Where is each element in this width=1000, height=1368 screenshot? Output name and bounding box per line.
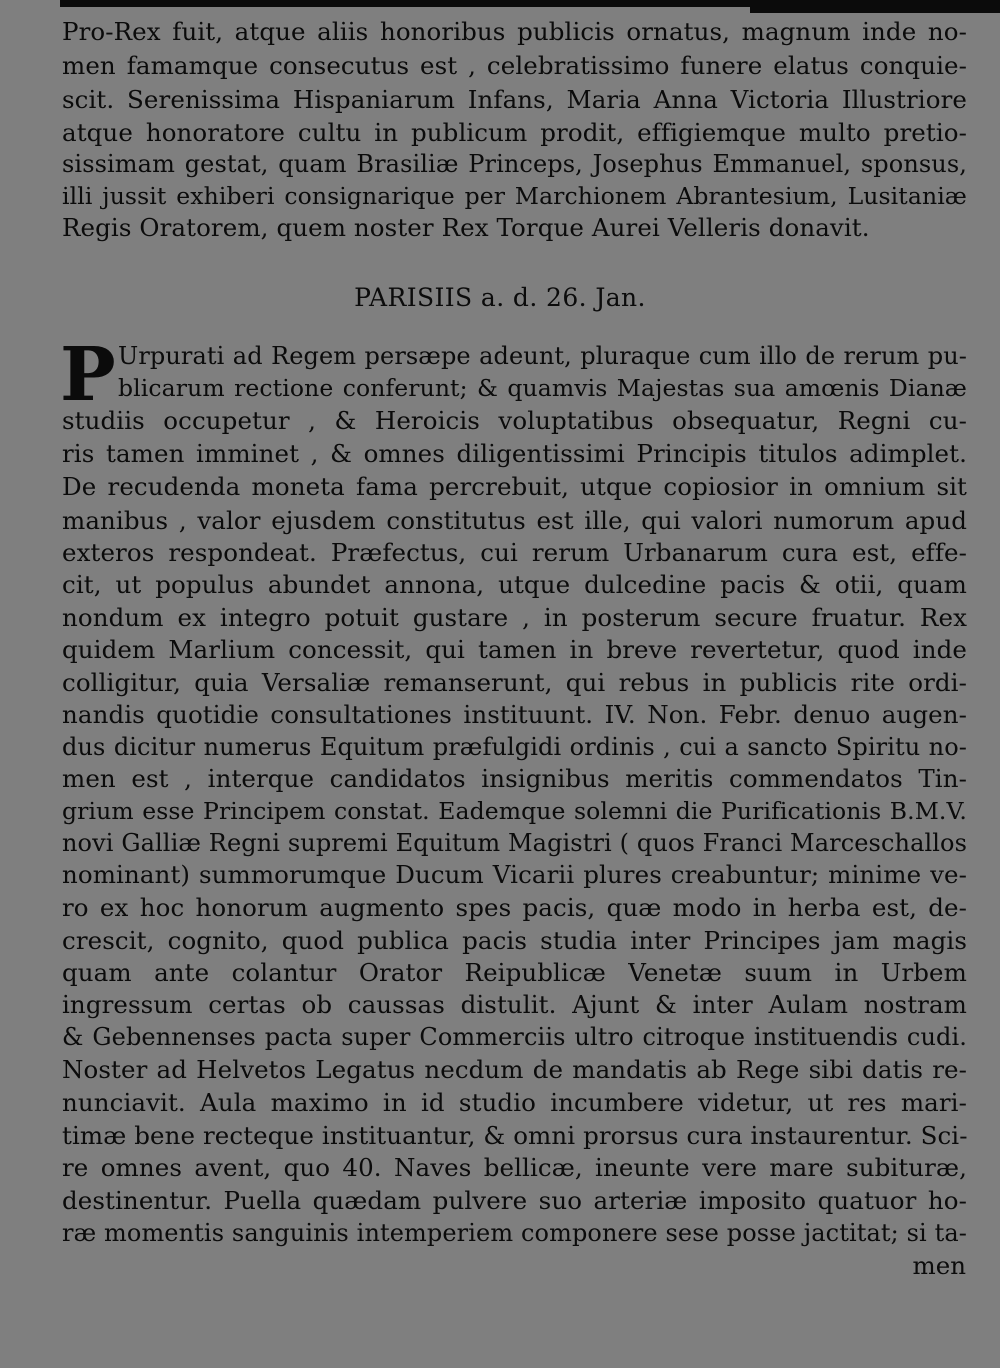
text-line: men est , interque candidatos insignibus meritis commendatos Tin- bbox=[62, 764, 967, 793]
text-line: manibus , valor ejusdem constitutus est ille, qui valori numorum apud bbox=[62, 506, 967, 535]
text-line: Urpurati ad Regem persæpe adeunt, pluraque cum illo de rerum pu- bbox=[118, 342, 967, 370]
drop-cap: P bbox=[60, 332, 116, 418]
text-line: scit. Serenissima Hispaniarum Infans, Maria Anna Victoria Illustriore bbox=[62, 85, 967, 114]
text-line: quam ante colantur Orator Reipublicæ Venetæ suum in Urbem bbox=[62, 958, 967, 987]
text-line: timæ bene recteque instituantur, & omni prorsus cura instaurentur. Sci- bbox=[62, 1121, 968, 1150]
text-line: ingressum certas ob caussas distulit. Ajunt & inter Aulam nostram bbox=[62, 990, 967, 1019]
dateline: PARISIIS a. d. 26. Jan. bbox=[354, 283, 646, 312]
text-line: nominant) summorumque Ducum Vicarii plures creabuntur; minime ve- bbox=[62, 860, 967, 889]
catchword: men bbox=[912, 1251, 966, 1280]
text-line: Regis Oratorem, quem noster Rex Torque Aurei Velleris donavit. bbox=[62, 213, 870, 242]
text-line: ro ex hoc honorum augmento spes pacis, quæ modo in herba est, de- bbox=[62, 893, 967, 922]
text-line: Pro-Rex fuit, atque aliis honoribus publicis ornatus, magnum inde no- bbox=[62, 17, 967, 46]
text-line: ræ momentis sanguinis intemperiem componere sese posse jactitat; si ta- bbox=[62, 1219, 967, 1247]
text-line: blicarum rectione conferunt; & quamvis Majestas sua amœnis Dianæ bbox=[118, 374, 967, 402]
text-line: nunciavit. Aula maximo in id studio incumbere videtur, ut res mari- bbox=[62, 1088, 967, 1117]
text-line: Noster ad Helvetos Legatus necdum de mandatis ab Rege sibi datis re- bbox=[62, 1055, 967, 1084]
text-line: novi Galliæ Regni supremi Equitum Magistri ( quos Franci Marceschallos bbox=[62, 829, 967, 857]
text-line: dus dicitur numerus Equitum præfulgidi ordinis , cui a sancto Spiritu no- bbox=[62, 733, 967, 761]
text-line: nandis quotidie consultationes instituunt. IV. Non. Febr. denuo augen- bbox=[62, 700, 967, 729]
text-line: ris tamen imminet , & omnes diligentissimi Principis titulos adimplet. bbox=[62, 439, 967, 468]
text-line: destinentur. Puella quædam pulvere suo arteriæ imposito quatuor ho- bbox=[62, 1186, 967, 1215]
text-line: colligitur, quia Versaliæ remanserunt, qui rebus in publicis rite ordi- bbox=[62, 668, 967, 697]
text-line: De recudenda moneta fama percrebuit, utque copiosior in omnium sit bbox=[62, 472, 967, 501]
text-line: illi jussit exhiberi consignarique per Marchionem Abrantesium, Lusitaniæ bbox=[62, 182, 967, 210]
text-line: atque honoratore cultu in publicum prodit, effigiemque multo pretio- bbox=[62, 118, 967, 147]
text-line: cit, ut populus abundet annona, utque dulcedine pacis & otii, quam bbox=[62, 570, 967, 599]
text-line: & Gebennenses pacta super Commerciis ultro citroque instituendis cudi. bbox=[62, 1023, 967, 1051]
text-line: sissimam gestat, quam Brasiliæ Princeps, Josephus Emmanuel, sponsus, bbox=[62, 150, 967, 178]
text-line: men famamque consecutus est , celebratissimo funere elatus conquie- bbox=[62, 51, 967, 80]
text-line: grium esse Principem constat. Eademque solemni die Purificationis B.M.V. bbox=[62, 797, 967, 825]
text-line: quidem Marlium concessit, qui tamen in breve revertetur, quod inde bbox=[62, 635, 967, 664]
text-line: exteros respondeat. Præfectus, cui rerum Urbanarum cura est, effe- bbox=[62, 538, 967, 567]
text-line: studiis occupetur , & Heroicis voluptatibus obsequatur, Regni cu- bbox=[62, 406, 967, 435]
text-line: nondum ex integro potuit gustare , in posterum secure fruatur. Rex bbox=[62, 603, 967, 632]
text-line: crescit, cognito, quod publica pacis studia inter Principes jam magis bbox=[62, 926, 967, 955]
top-rule bbox=[60, 0, 1000, 7]
text-line: re omnes avent, quo 40. Naves bellicæ, ineunte vere mare subituræ, bbox=[62, 1153, 967, 1182]
